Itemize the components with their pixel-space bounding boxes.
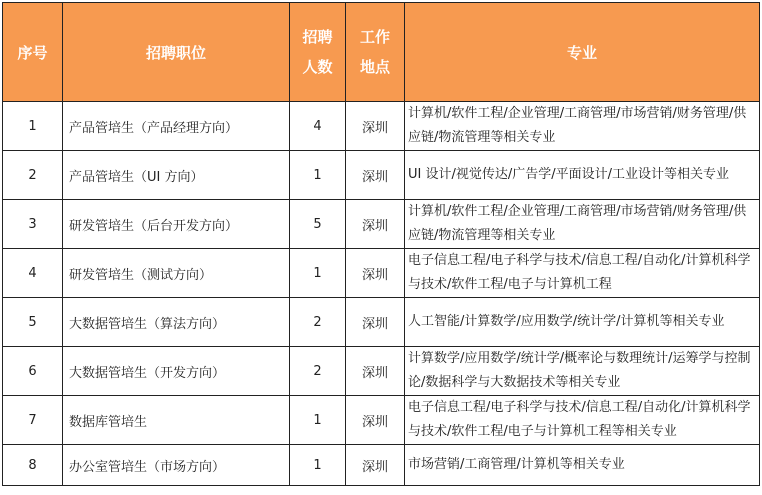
cell-seq: 6 xyxy=(3,347,63,396)
cell-position: 研发管培生（测试方向） xyxy=(63,249,290,298)
cell-seq: 8 xyxy=(3,445,63,486)
cell-position: 产品管培生（UI 方向） xyxy=(63,151,290,200)
header-count-line2: 人数 xyxy=(302,58,333,76)
header-place-line1: 工作 xyxy=(359,28,390,46)
cell-seq: 4 xyxy=(3,249,63,298)
cell-place: 深圳 xyxy=(346,102,405,151)
cell-major: 计算数学/应用数学/统计学/概率论与数理统计/运筹学与控制论/数据科学与大数据技术等相关专业 xyxy=(405,347,760,396)
table-row xyxy=(3,151,760,200)
cell-major: UI 设计/视觉传达/广告学/平面设计/工业设计等相关专业 xyxy=(405,151,760,200)
cell-major: 市场营销/工商管理/计算机等相关专业 xyxy=(405,445,760,486)
table-row xyxy=(3,102,760,151)
cell-seq: 5 xyxy=(3,298,63,347)
cell-count: 2 xyxy=(290,298,346,347)
cell-count: 1 xyxy=(290,151,346,200)
cell-major: 人工智能/计算数学/应用数学/统计学/计算机等相关专业 xyxy=(405,298,760,347)
cell-count: 5 xyxy=(290,200,346,249)
cell-major: 计算机/软件工程/企业管理/工商管理/市场营销/财务管理/供应链/物流管理等相关专业 xyxy=(405,102,760,151)
cell-major: 电子信息工程/电子科学与技术/信息工程/自动化/计算机科学与技术/软件工程/电子与计算机工程等相关专业 xyxy=(405,396,760,445)
cell-place: 深圳 xyxy=(346,249,405,298)
cell-place: 深圳 xyxy=(346,298,405,347)
cell-count: 2 xyxy=(290,347,346,396)
cell-position: 大数据管培生（开发方向） xyxy=(63,347,290,396)
cell-place: 深圳 xyxy=(346,445,405,486)
cell-position: 产品管培生（产品经理方向） xyxy=(63,102,290,151)
cell-seq: 1 xyxy=(3,102,63,151)
cell-count: 1 xyxy=(290,249,346,298)
cell-seq: 7 xyxy=(3,396,63,445)
table-row xyxy=(3,347,760,396)
header-place-line2: 地点 xyxy=(359,58,390,76)
cell-count: 4 xyxy=(290,102,346,151)
cell-place: 深圳 xyxy=(346,347,405,396)
cell-count: 1 xyxy=(290,396,346,445)
header-position: 招聘职位 xyxy=(63,3,290,102)
recruitment-table xyxy=(2,2,760,486)
cell-place: 深圳 xyxy=(346,396,405,445)
header-major: 专业 xyxy=(405,3,760,102)
header-row xyxy=(3,3,760,102)
cell-seq: 3 xyxy=(3,200,63,249)
table-row xyxy=(3,200,760,249)
cell-place: 深圳 xyxy=(346,200,405,249)
cell-position: 办公室管培生（市场方向） xyxy=(63,445,290,486)
cell-position: 大数据管培生（算法方向） xyxy=(63,298,290,347)
cell-count: 1 xyxy=(290,445,346,486)
cell-position: 数据库管培生 xyxy=(63,396,290,445)
cell-major: 电子信息工程/电子科学与技术/信息工程/自动化/计算机科学与技术/软件工程/电子与计算机工程 xyxy=(405,249,760,298)
cell-place: 深圳 xyxy=(346,151,405,200)
table-row xyxy=(3,249,760,298)
cell-major: 计算机/软件工程/企业管理/工商管理/市场营销/财务管理/供应链/物流管理等相关专业 xyxy=(405,200,760,249)
header-seq: 序号 xyxy=(3,3,63,102)
table-row xyxy=(3,445,760,486)
table-row xyxy=(3,298,760,347)
cell-seq: 2 xyxy=(3,151,63,200)
header-count-line1: 招聘 xyxy=(302,28,333,46)
header-count xyxy=(290,3,346,102)
table-row xyxy=(3,396,760,445)
header-place xyxy=(346,3,405,102)
cell-position: 研发管培生（后台开发方向） xyxy=(63,200,290,249)
